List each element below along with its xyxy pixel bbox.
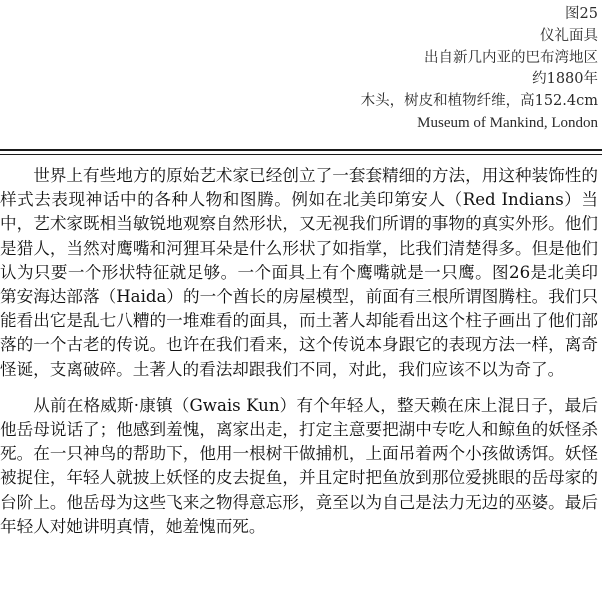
paragraph-2: 从前在格威斯·康镇（Gwais Kun）有个年轻人，整天赖在床上混日子，最后他岳母说话了；他感到羞愧，离家出走，打定主意要把湖中专吃人和鲸鱼的妖怪杀死。在一只神鸟的帮助下，他用一根树干做捕机，上面吊着两个小孩做诱饵。妖怪被捉住，年轻人就披上妖怪的皮去捉鱼，并且定时把鱼放到那位爱挑眼的岳母家的台阶上。他岳母为这些飞来之物得意忘形，竟至以为自己是法力无边的巫婆。最后年轻人对她讲明真情，她羞愧而死。 [0,395,598,536]
paragraph-1: 世界上有些地方的原始艺术家已经创立了一套套精细的方法，用这种装饰性的样式去表现神话中的各种人物和图腾。例如在北美印第安人（Red Indians）当中，艺术家既相当敏锐地观察自然形状，又无视我们所谓的事物的真实外形。他们是猎人，当然对鹰嘴和河狸耳朵是什么形状了如指掌，比我们清楚得多。但是他们认为只要一个形状特征就足够。一个面具上有个鹰嘴就是一只鹰。图26是北美印第安海达部落（Haida）的一个酋长的房屋模型，前面有三根所谓图腾柱。我们只能看出它是乱七八糟的一堆难看的面具，而土著人却能看出这个柱子画出了他们部落的一个古老的传说。也许在我们看来，这个传说本身跟它的表现方法一样，离奇怪诞，支离破碎。土著人的看法却跟我们不同，对此，我们应该不以为奇了。 [0,166,598,379]
figure-origin: 出自新几内亚的巴布湾地区 [424,49,598,66]
divider-thin [0,154,602,155]
figure-collection: Museum of Mankind, London [417,114,598,131]
divider-thick [0,149,602,151]
figure-caption [361,4,598,135]
figure-date: 约1880年 [532,71,598,88]
figure-title: 仪礼面具 [540,27,598,44]
figure-number: 图25 [565,6,598,22]
figure-materials: 木头，树皮和植物纤维，高152.4cm [360,93,598,110]
body-text [0,164,598,551]
